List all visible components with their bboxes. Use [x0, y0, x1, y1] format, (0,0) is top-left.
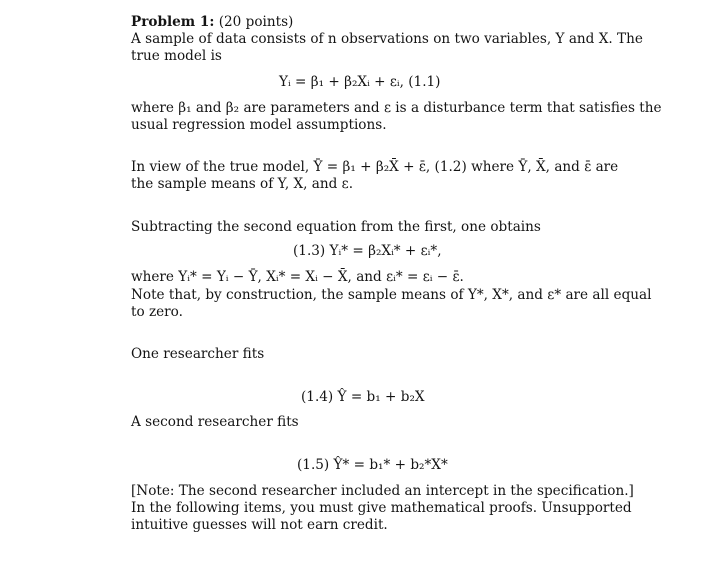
- items-line-2: intuitive guesses will not earn credit.: [131, 517, 388, 533]
- note-bracket-line: [Note: The second researcher included an intercept in the specification.]: [131, 483, 634, 499]
- where2-line: where Yᵢ* = Yᵢ − Ȳ, Xᵢ* = Xᵢ − X̄, and εᵢ* = εᵢ − ε̄.: [131, 269, 464, 285]
- items-line-1: In the following items, you must give mathematical proofs. Unsupported: [131, 500, 632, 516]
- note-line-2: to zero.: [131, 304, 183, 320]
- where-line-2: usual regression model assumptions.: [131, 117, 387, 133]
- researcher-1-line: One researcher fits: [131, 346, 265, 362]
- problem-title: Problem 1:: [131, 14, 215, 30]
- equation-1-5: (1.5) Ŷ* = b₁* + b₂*X*: [297, 457, 448, 473]
- problem-heading: [131, 14, 293, 31]
- note-line-1: Note that, by construction, the sample means of Y*, X*, and ε* are all equal: [131, 287, 652, 303]
- intro-line-1: A sample of data consists of n observations on two variables, Y and X. The: [131, 31, 643, 47]
- view-line-1: In view of the true model, Ȳ = β₁ + β₂X̄ + ε̄, (1.2) where Ȳ, X̄, and ε̄ are: [131, 159, 619, 175]
- intro-line-2: true model is: [131, 48, 222, 64]
- where-line-1: where β₁ and β₂ are parameters and ε is a disturbance term that satisfies the: [131, 100, 662, 116]
- equation-1-1: Yᵢ = β₁ + β₂Xᵢ + εᵢ, (1.1): [279, 74, 441, 90]
- equation-1-4: (1.4) Ŷ = b₁ + b₂X: [301, 389, 425, 405]
- equation-1-3: (1.3) Yᵢ* = β₂Xᵢ* + εᵢ*,: [293, 243, 442, 259]
- subtract-line: Subtracting the second equation from the first, one obtains: [131, 219, 541, 235]
- researcher-2-line: A second researcher fits: [131, 414, 299, 430]
- problem-points: (20 points): [218, 14, 294, 30]
- view-line-2: the sample means of Y, X, and ε.: [131, 176, 354, 192]
